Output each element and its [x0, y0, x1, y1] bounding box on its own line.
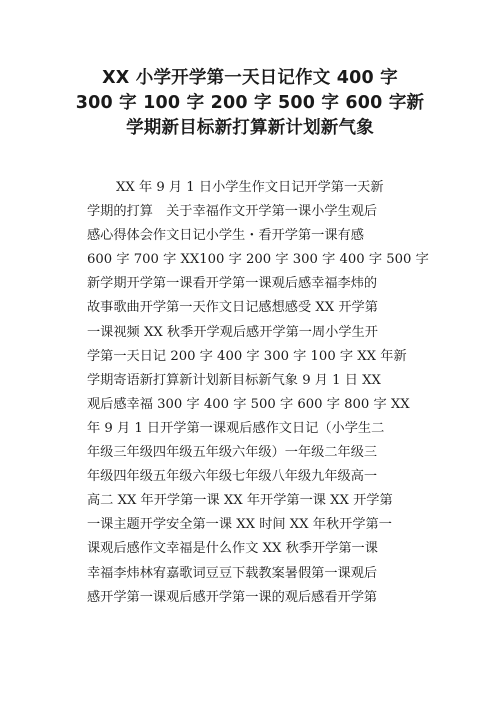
body-line: 观后感幸福 300 字 400 字 500 字 600 字 800 字 XX	[87, 396, 410, 412]
body-line: 感开学第一课观后感开学第一课的观后感看开学第	[87, 589, 378, 605]
body-line: 感心得体会作文日记小学生・看开学第一课有感	[87, 228, 364, 244]
title-line: XX 小学开学第一天日记作文 400 字	[102, 68, 398, 88]
body-line: 一课主题开学安全第一课 XX 时间 XX 年秋开学第一	[87, 517, 392, 533]
body-line: 新学期开学第一课看开学第一课观后感幸福李炜的	[87, 276, 378, 292]
body-line: 600 字 700 字 XX100 字 200 字 300 字 400 字 500 字	[87, 252, 429, 268]
document-title	[0, 66, 500, 141]
document-body	[0, 176, 500, 610]
body-line: 高二 XX 年开学第一课 XX 年开学第一课 XX 开学第	[87, 493, 393, 509]
body-line: 幸福李炜林宥嘉歌词豆豆下载教案暑假第一课观后	[87, 565, 378, 581]
body-line: 年 9 月 1 日开学第一课观后感作文日记（小学生二	[87, 420, 385, 436]
body-line: 一课视频 XX 秋季开学观后感开学第一周小学生开	[87, 324, 378, 340]
body-line: 学第一天日记 200 字 400 字 300 字 100 字 XX 年新	[87, 348, 407, 364]
body-line: 年级三年级四年级五年级六年级）一年级二年级三	[87, 445, 378, 461]
body-line: 学期的打算 关于幸福作文开学第一课小学生观后	[87, 204, 378, 220]
body-line: 年级四年级五年级六年级七年级八年级九年级高一	[87, 469, 378, 485]
title-line: 学期新目标新打算新计划新气象	[126, 118, 374, 138]
body-line: 学期寄语新打算新计划新目标新气象 9 月 1 日 XX	[87, 372, 381, 388]
title-line: 300 字 100 字 200 字 500 字 600 字新	[75, 93, 425, 113]
body-line: XX 年 9 月 1 日小学生作文日记开学第一天新	[116, 180, 384, 195]
body-line: 故事歌曲开学第一天作文日记感想感受 XX 开学第	[87, 300, 378, 316]
body-line: 课观后感作文幸福是什么作文 XX 秋季开学第一课	[87, 541, 378, 557]
